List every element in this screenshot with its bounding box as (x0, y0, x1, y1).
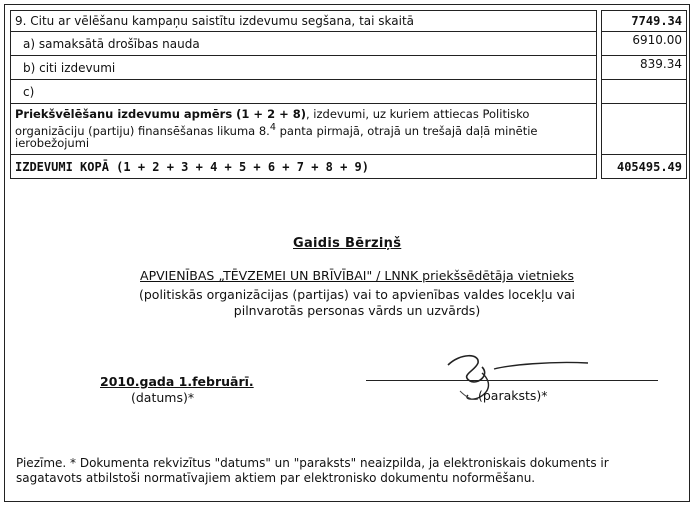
signatory-organization: APVIENĪBAS „TĒVZEMEI UN BRĪVĪBAI" / LNNK priekšsēdētāja vietnieks (140, 268, 574, 283)
signature-line (366, 380, 658, 381)
row-label: a) samaksātā drošības nauda (11, 32, 597, 56)
total-label: IZDEVUMI KOPĀ (1 + 2 + 3 + 4 + 5 + 6 + 7 + 8 + 9) (11, 155, 597, 179)
pre-text: , izdevumi, uz kuriem attiecas Politisko organizāciju (partiju) finansēšanas likuma 8. (15, 106, 530, 138)
signatory-name: Gaidis Bērziņš (293, 236, 402, 251)
row-label (11, 104, 597, 155)
row-amount (602, 80, 687, 104)
table-row (11, 56, 687, 80)
row-label: 9. Citu ar vēlēšanu kampaņu saistītu izdevumu segšana, tai skaitā (11, 11, 597, 32)
table-row (11, 32, 687, 56)
date-caption: (datums)* (131, 390, 195, 405)
total-amount: 405495.49 (602, 155, 687, 179)
table-row (11, 80, 687, 104)
expenses-table (10, 10, 687, 179)
row-amount: 7749.34 (602, 11, 687, 32)
pre-text-end: panta pirmajā, otrajā un trešajā daļā minētie ierobežojumi (15, 123, 538, 151)
table-row-total (11, 155, 687, 179)
row-amount: 839.34 (602, 56, 687, 80)
row-label: b) citi izdevumi (11, 56, 597, 80)
table-row (11, 11, 687, 32)
pre-superscript: 4 (269, 121, 276, 133)
pre-bold-text: Priekšvēlēšanu izdevumu apmērs (1 + 2 + 8) (15, 106, 306, 121)
row-amount (602, 104, 687, 155)
footnote: Piezīme. * Dokumenta rekvizītus "datums" un "paraksts" neaizpilda, ja elektroniskais dokuments ir sagatavots atbilstoši normatīvajiem aktiem par elektronisko dokumentu noformēšanu. (16, 456, 609, 485)
row-amount: 6910.00 (602, 32, 687, 56)
row-label: c) (11, 80, 597, 104)
signature-caption: (paraksts)* (478, 388, 548, 403)
table-row (11, 104, 687, 155)
signatory-description: (politiskās organizācijas (partijas) vai to apvienības valdes locekļu vai pilnvarotās personas vārds un uzvārds) (138, 287, 576, 318)
date-value: 2010.gada 1.februārī. (100, 374, 254, 389)
